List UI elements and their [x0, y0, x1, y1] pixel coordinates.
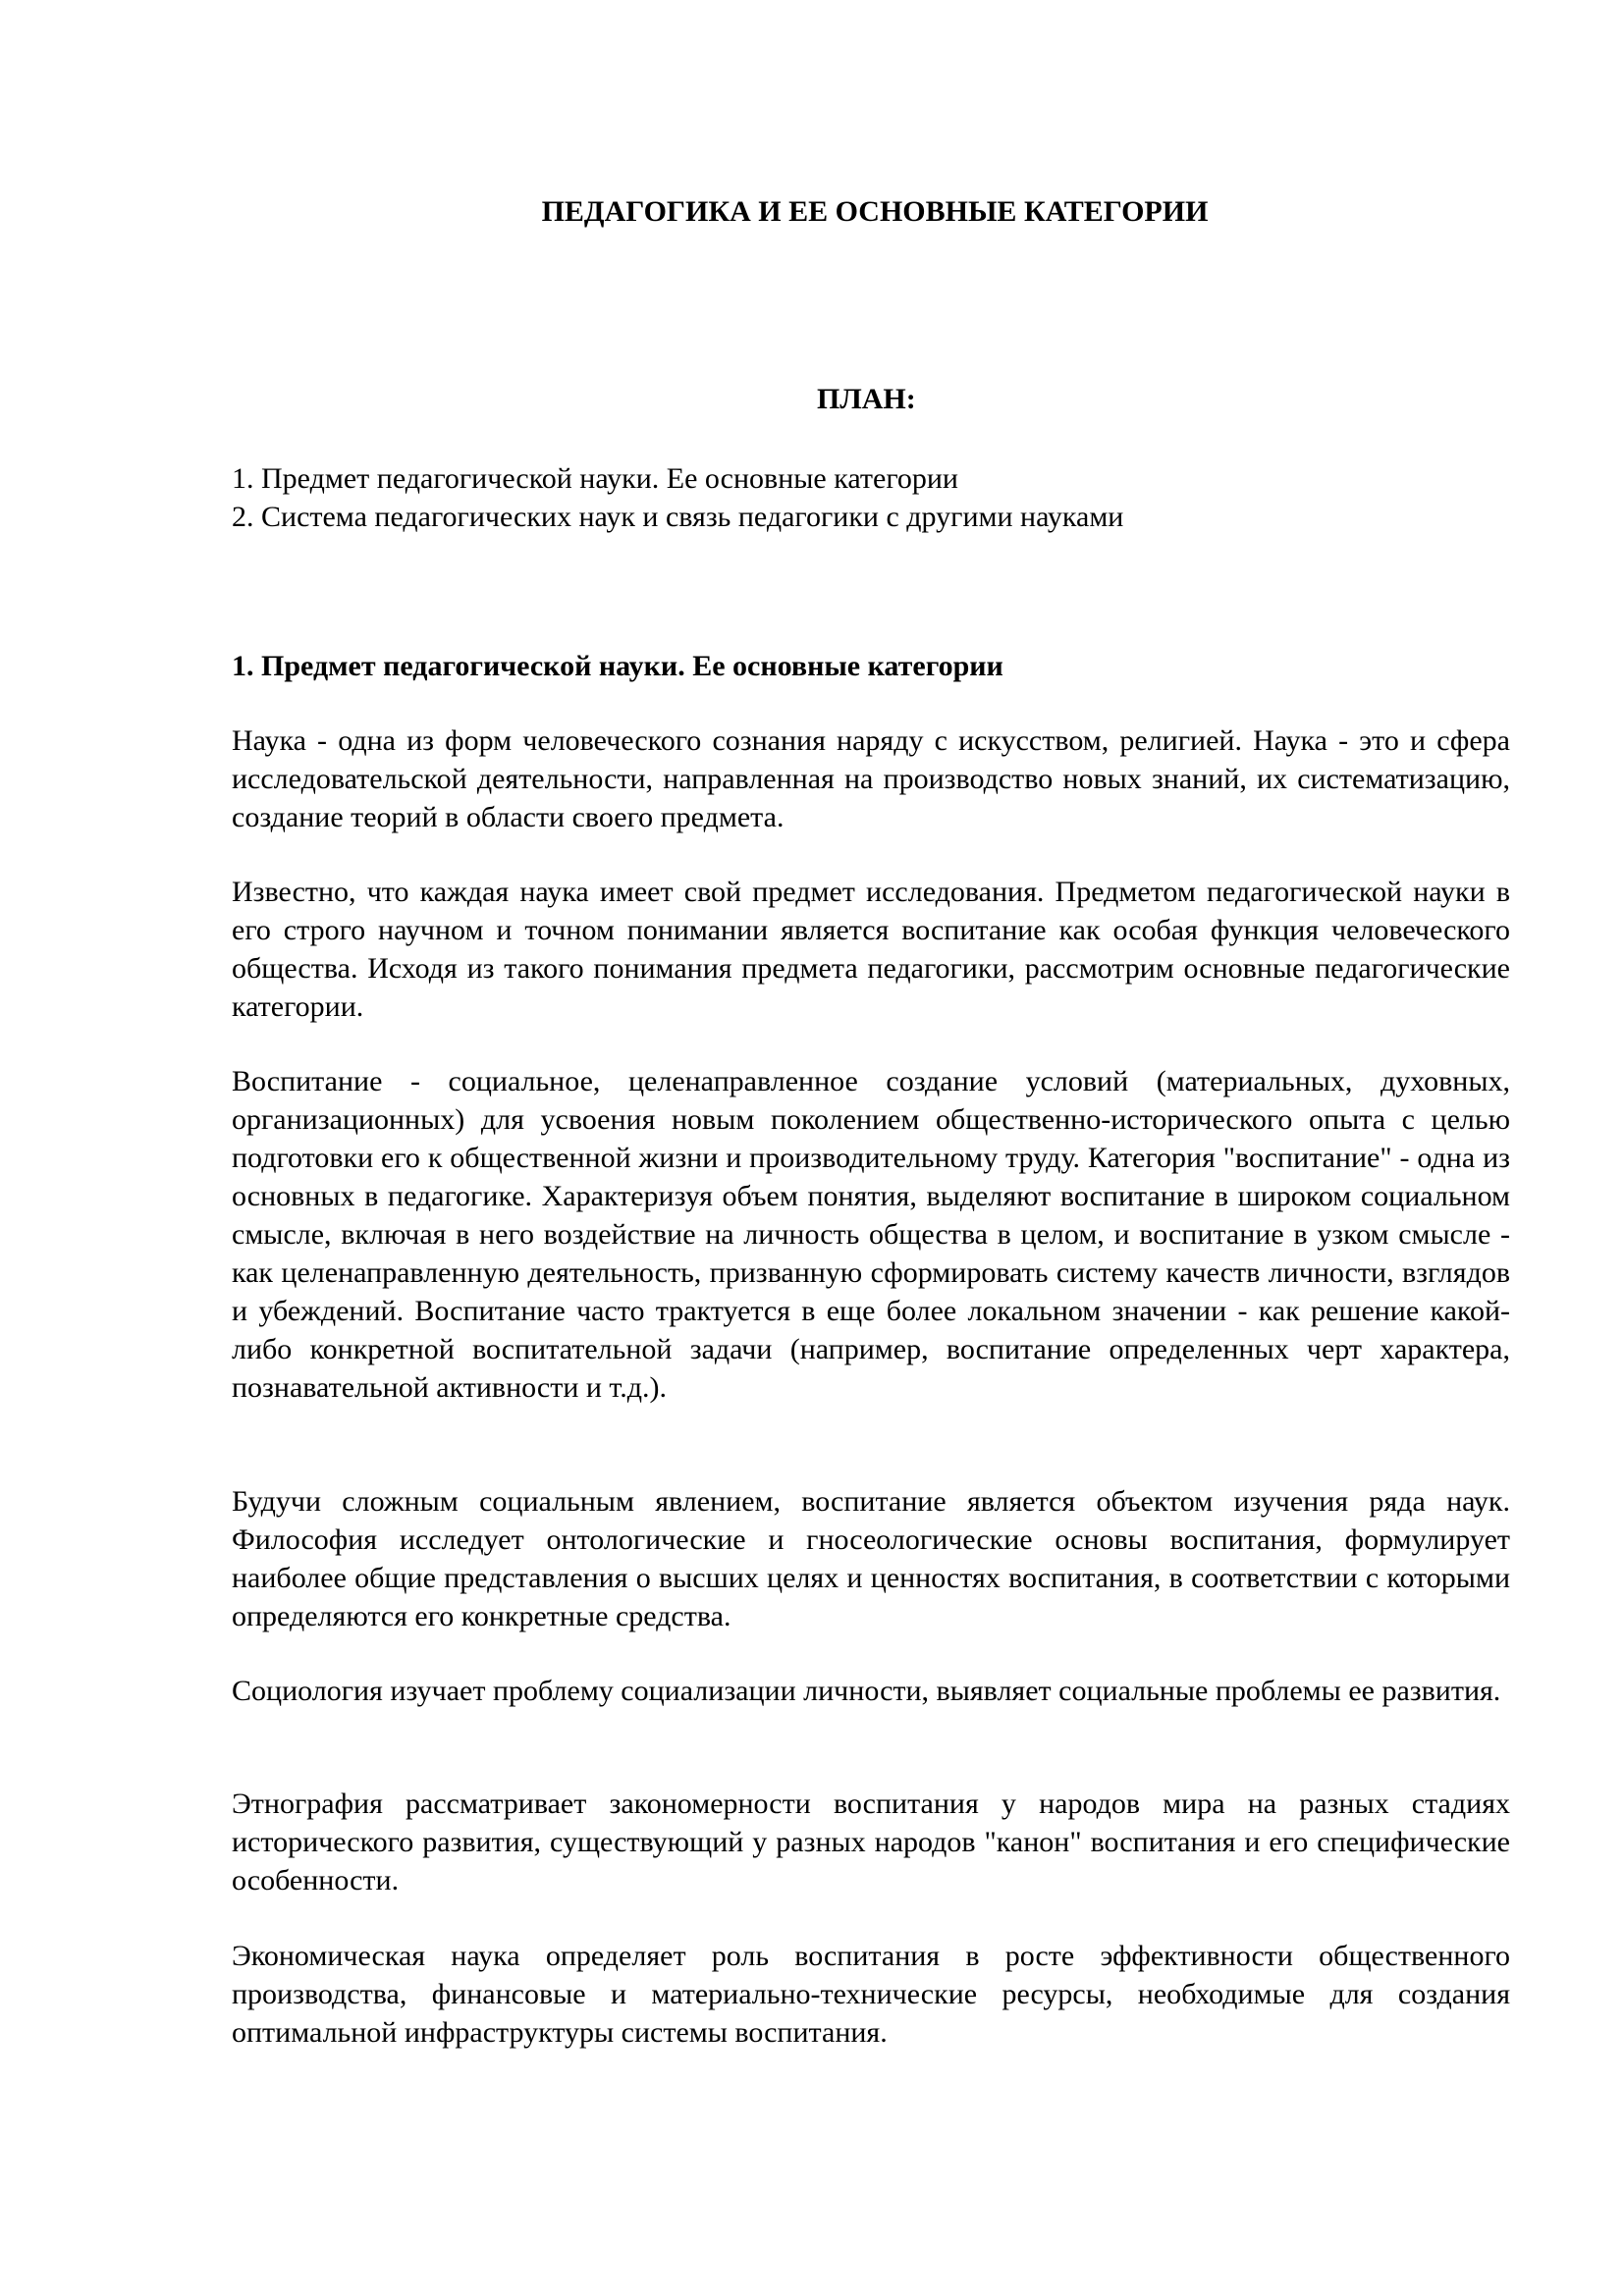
paragraph-philosophy: Будучи сложным социальным явлением, воспитание является объектом изучения ряда наук. Философия исследует онтологические и гносеологические основы воспитания, формулирует наиболее общие представления о высших целях и ценностях воспитания, в соответствии с которыми определяются его конкретные средства.	[232, 1485, 1510, 1632]
paragraph-ethnography: Этнография рассматривает закономерности воспитания у народов мира на разных стадиях исторического развития, существующий у разных народов "канон" воспитания и его специфические особенности.	[232, 1788, 1510, 1896]
plan-item: 1. Предмет педагогической науки. Ее основные категории	[232, 462, 958, 495]
paragraph-economics: Экономическая наука определяет роль воспитания в росте эффективности общественного производства, финансовые и материально-технические ресурсы, необходимые для создания оптимальной инфраструктуры системы воспитания.	[232, 1940, 1510, 2049]
plan-heading: ПЛАН:	[817, 383, 916, 415]
plan-item: 2. Система педагогических наук и связь педагогики с другими науками	[232, 501, 1124, 533]
paragraph-subject: Известно, что каждая наука имеет свой предмет исследования. Предметом педагогической науки в его строго научном и точном понимании является воспитание как особая функция человеческого общества. Исходя из такого понимания предмета педагогики, рассмотрим основные педагогические категории.	[232, 876, 1510, 1023]
paragraph-upbringing: Воспитание - социальное, целенаправленное создание условий (материальных, духовных, организационных) для усвоения новым поколением общественно-исторического опыта с целью подготовки его к общественной жизни и производительному труду. Категория "воспитание" - одна из основных в педагогике. Характеризуя объем понятия, выделяют воспитание в широком социальном смысле, включая в него воздействие на личность общества в целом, и воспитание в узком смысле - как целенаправленную деятельность, призванную сформировать систему качеств личности, взглядов и убеждений. Воспитание часто трактуется в еще более локальном значении - как решение какой-либо конкретной воспитательной задачи (например, воспитание определенных черт характера, познавательной активности и т.д.).	[232, 1065, 1510, 1404]
document-title: ПЕДАГОГИКА И ЕЕ ОСНОВНЫЕ КАТЕГОРИИ	[541, 195, 1209, 228]
plan-list	[232, 459, 1123, 536]
paragraph-science: Наука - одна из форм человеческого сознания наряду с искусством, религией. Наука - это и сфера исследовательской деятельности, направленная на производство новых знаний, их систематизацию, создание теорий в области своего предмета.	[232, 724, 1510, 833]
paragraph-sociology: Социология изучает проблему социализации личности, выявляет социальные проблемы ее развития.	[232, 1675, 1501, 1707]
section-heading: 1. Предмет педагогической науки. Ее основные категории	[232, 650, 1003, 682]
